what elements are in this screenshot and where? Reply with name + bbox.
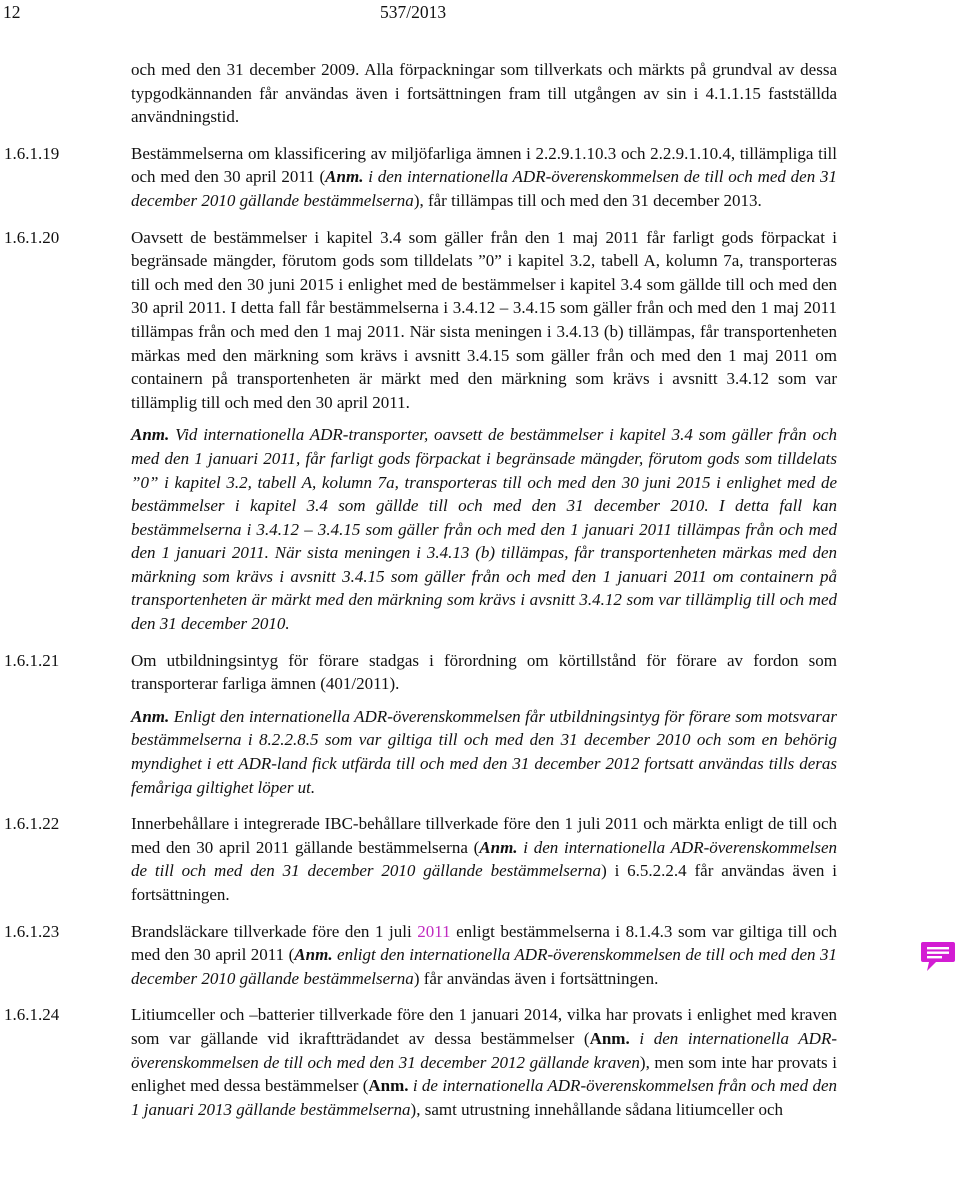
anm-label: Anm. xyxy=(294,945,333,965)
anm-text: enligt den internationella ADR-överenskommelsen de till och med den 31 december 2010 gällande bestämmelserna xyxy=(131,945,837,988)
section-text xyxy=(131,812,837,906)
text-run: Bestämmelserna om klassificering av miljöfarliga ämnen i 2.2.9.1.10.3 och 2.2.9.1.10.4, tillämpliga till och med den 30 april 2011 ( xyxy=(131,143,837,187)
paragraph-text: och med den 31 december 2009. Alla förpackningar som tillverkats och märkts på grundval av dessa typgodkännanden får användas även i fortsättningen fram till utgången av sin i 4.1.1.15 fastställda användningstid. xyxy=(131,60,837,127)
anm-text: i den internationella ADR-överenskommelsen de till och med den 31 december 2010 gällande bestämmelserna xyxy=(131,167,837,210)
section-1-6-1-24 xyxy=(0,1003,960,1121)
text-run: ), får tillämpas till och med den 31 december 2013. xyxy=(413,190,762,210)
section-text: Oavsett de bestämmelser i kapitel 3.4 som gäller från den 1 maj 2011 får farligt gods förpackat i begränsade mängder, förutom gods som tilldelats ”0” i kapitel 3.2, tabell A, kolumn 7a, transporteras till och med den 30 juni 2015 i enlighet med de bestämmelser i kapitel 3.4 som gällde till och med den 30 april 2011. I detta fall får bestämmelserna i 3.4.12 – 3.4.15 som gäller från och med den 1 maj 2011 tillämpas från och med den 1 maj 2011. När sista meningen i 3.4.13 (b) tillämpas, får transportenheten märkas med den märkning som krävs i avsnitt 3.4.15 som gäller från och med den 1 maj 2011 om containern på transportenheten är märkt med den märkning som krävs i avsnitt 3.4.12 som var tillämplig till och med den 30 april 2011. xyxy=(131,227,837,412)
highlighted-year[interactable]: 2011 xyxy=(417,921,451,941)
section-note xyxy=(131,705,837,799)
section-number: 1.6.1.21 xyxy=(4,650,60,670)
section-text: Om utbildningsintyg för förare stadgas i förordning om körtillstånd för förare av fordon som transporterar farliga ämnen (401/2011). xyxy=(131,650,837,694)
document-reference: 537/2013 xyxy=(380,2,447,22)
page-number: 12 xyxy=(3,2,21,22)
section-number: 1.6.1.19 xyxy=(4,143,60,163)
anm-label: Anm. xyxy=(131,706,170,726)
section-number: 1.6.1.22 xyxy=(4,814,60,834)
anm-label: Anm. xyxy=(368,1076,409,1096)
section-number: 1.6.1.20 xyxy=(4,227,60,247)
section-1-6-1-20 xyxy=(0,226,960,636)
anm-text: i den internationella ADR-överenskommelsen de till och med den 31 december 2012 gällande kraven xyxy=(131,1028,838,1072)
section-text xyxy=(131,920,837,991)
section-1-6-1-23 xyxy=(0,920,960,991)
text-run: ), men som inte har provats i enlighet med dessa bestämmelser ( xyxy=(131,1052,837,1096)
anm-label: Anm. xyxy=(325,167,364,187)
text-run: ) får användas även i fortsättningen. xyxy=(413,968,659,988)
note-text: Enligt den internationella ADR-överenskommelsen får utbildningsintyg för förare som motsvarar bestämmelserna i 8.2.2.8.5 som var giltiga till och med den 31 december 2010 och som en behörig myndighet i ett ADR-land fick utfärda till och med den 31 december 2012 fortsatt användas tills deras femåriga giltighet löper ut. xyxy=(131,706,837,797)
section-1-6-1-21 xyxy=(0,649,960,800)
section-text xyxy=(131,1003,837,1121)
comment-icon-glyph xyxy=(919,940,957,974)
section-number: 1.6.1.24 xyxy=(4,1005,60,1025)
text-run: Brandsläckare tillverkade före den 1 juli xyxy=(131,921,418,941)
text-run: ) i 6.5.2.2.4 får användas även i fortsättningen. xyxy=(131,861,837,904)
page-header xyxy=(0,2,960,26)
anm-label: Anm. xyxy=(479,837,518,857)
section-1-6-1-22 xyxy=(0,812,960,906)
text-run: enligt bestämmelserna i 8.1.4.3 som var giltiga till och med den 30 april 2011 ( xyxy=(131,921,837,965)
section-note xyxy=(131,423,837,635)
note-text: Vid internationella ADR-transporter, oavsett de bestämmelser i kapitel 3.4 som gäller från och med den 1 januari 2011, får farligt gods förpackat i begränsade mängder, förutom gods som tilldelats ”0” i kapitel 3.2, tabell A, kolumn 7a, transporteras till och med den 30 juni 2015 i enlighet med de bestämmelser i kapitel 3.4 som gällde till och med den 31 december 2010. I detta fall kan bestämmelserna i 3.4.12 – 3.4.15 som gäller från och med den 1 januari 2011 tillämpas från och med den 1 januari 2011. När sista meningen i 3.4.13 (b) tillämpas, får transportenheten märkas med den märkning som krävs i avsnitt 3.4.15 som gäller från och med den 1 januari 2011 om containern på transportenheten är märkt med den märkning som krävs i avsnitt 3.4.12 som var tillämplig till och med den 31 december 2010. xyxy=(131,425,837,634)
text-run: Innerbehållare i integrerade IBC-behållare tillverkade före den 1 juli 2011 och märkta enligt de till och med den 30 april 2011 gällande bestämmelserna ( xyxy=(131,814,837,857)
comment-icon[interactable] xyxy=(919,940,957,974)
text-run: ), samt utrustning innehållande sådana litiumceller och xyxy=(410,1099,784,1119)
paragraph-continuation xyxy=(0,58,960,129)
anm-text: i de internationella ADR-överenskommelsen från och med den 1 januari 2013 gällande bestämmelserna xyxy=(131,1076,837,1119)
section-text xyxy=(131,142,837,213)
anm-label: Anm. xyxy=(589,1028,630,1048)
section-1-6-1-19 xyxy=(0,142,960,213)
anm-label: Anm. xyxy=(131,425,170,445)
document-body xyxy=(0,58,960,1134)
section-number: 1.6.1.23 xyxy=(4,921,60,941)
anm-text: i den internationella ADR-överenskommelsen de till och med den 31 december 2010 gällande bestämmelserna xyxy=(131,837,838,881)
text-run: Litiumceller och –batterier tillverkade före den 1 januari 2014, vilka har provats i enlighet med kraven som var gällande vid ikraftträdandet av dessa bestämmelser ( xyxy=(131,1005,837,1048)
